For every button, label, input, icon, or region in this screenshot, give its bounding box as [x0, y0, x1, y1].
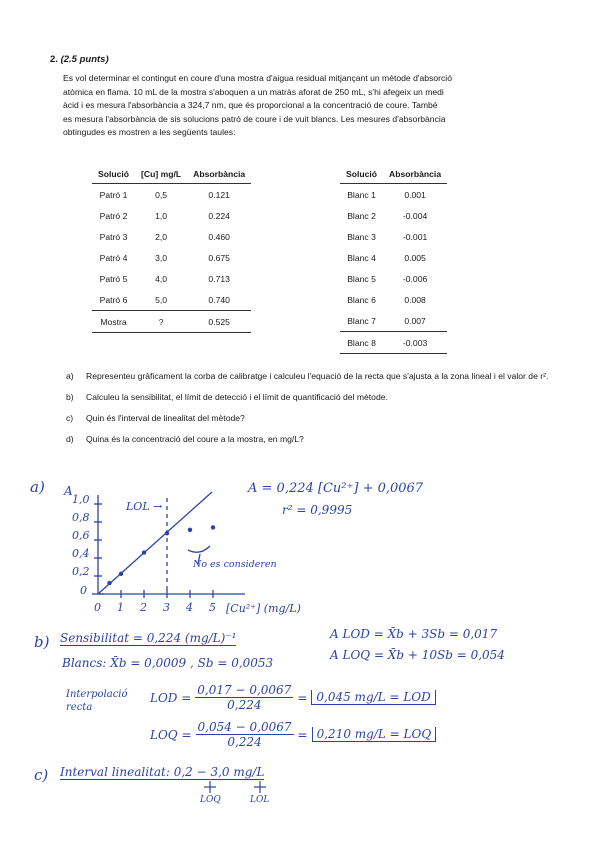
lod-denominator: 0,224	[227, 698, 262, 712]
standards-table	[92, 165, 251, 333]
subquestions-list	[66, 370, 586, 454]
table-cell: Patró 6	[99, 294, 128, 305]
axis-y-label: A	[64, 484, 73, 498]
blanks-table	[340, 165, 447, 354]
table-cell: 0.007	[404, 315, 426, 326]
intro-line: àcid i es mesura l'absorbància a 324,7 nm, que és proporcional a la concentració de coure. També	[63, 100, 438, 111]
table-cell: Mostra	[92, 311, 135, 333]
calibration-point	[119, 572, 123, 576]
answer-a-label: a)	[30, 478, 45, 496]
subquestion	[66, 412, 586, 425]
table-row	[92, 268, 251, 289]
x-axis-unit: [Cu²⁺] (mg/L)	[226, 602, 301, 615]
table-cell: 0.121	[208, 189, 230, 200]
table-cell: Patró 2	[99, 210, 128, 221]
answer-b-label: b)	[34, 633, 50, 651]
x-tick-label: 2	[140, 601, 147, 614]
table-cell: Blanc 4	[347, 252, 376, 263]
table-cell: 3,0	[155, 252, 168, 263]
sensitivity: Sensibilitat = 0,224 (mg/L)⁻¹	[60, 631, 237, 645]
loq-denominator: 0,224	[227, 735, 262, 749]
x-tick-label: 0	[94, 601, 101, 614]
table-cell: 0.740	[208, 294, 230, 305]
equals-sign: =	[297, 690, 308, 705]
table-cell: 0.008	[404, 294, 426, 305]
table-cell: Blanc 8	[340, 332, 383, 354]
excluded-note: No es consideren	[193, 559, 277, 570]
a-lod: A LOD = X̄b + 3Sb = 0,017	[330, 627, 498, 641]
table-header: Solució	[92, 165, 135, 184]
table-cell: 0.224	[208, 210, 230, 221]
subquestion	[66, 391, 586, 404]
table-row	[92, 184, 251, 206]
subquestion-label: b)	[66, 392, 74, 402]
table-row	[92, 205, 251, 226]
lod-fraction	[195, 683, 293, 712]
table-row	[340, 184, 447, 206]
table-cell: 4,0	[155, 273, 168, 284]
table-cell: Blanc 1	[347, 189, 376, 200]
subquestion-label: d)	[66, 434, 74, 444]
table-row	[92, 311, 251, 333]
x-tick-label: 1	[117, 601, 124, 614]
table-row	[340, 205, 447, 226]
table-cell: 0.525	[187, 311, 251, 333]
subquestion-text: Representeu gràficament la corba de calibratge i calculeu l'equació de la recta que s'ajusta a la zona lineal i el valor de r².	[86, 371, 549, 381]
r-squared: r² = 0,9995	[282, 503, 353, 517]
table-cell: Blanc 6	[347, 294, 376, 305]
table-cell: 0.460	[208, 231, 230, 242]
y-tick-label: 0,4	[72, 547, 90, 560]
interpolation-note	[66, 688, 128, 714]
question-points: (2.5 punts)	[60, 54, 109, 65]
lod-label: LOD =	[150, 690, 192, 705]
linearity-interval: Interval linealitat: 0,2 − 3,0 mg/L	[60, 765, 265, 779]
excluded-point	[188, 528, 192, 532]
table-cell: -0.004	[402, 210, 428, 221]
answer-c-label: c)	[34, 766, 49, 784]
loq-fraction	[196, 720, 294, 749]
x-tick-label: 4	[186, 601, 193, 614]
table-cell: Patró 3	[99, 231, 128, 242]
table-row	[92, 226, 251, 247]
table-row	[92, 247, 251, 268]
y-tick-label: 0	[80, 584, 87, 597]
table-row	[340, 226, 447, 247]
table-header: [Cu] mg/L	[135, 165, 187, 184]
lod-calculation	[150, 683, 436, 712]
blanks-stats: Blancs: X̄b = 0,0009 , Sb = 0,0053	[62, 656, 274, 670]
table-cell: 2,0	[155, 231, 168, 242]
intro-line: atòmica en flama. 10 mL de la mostra s'aboquen a un matràs aforat de 250 mL, s'hi afegeix un medi	[63, 86, 444, 97]
loq-tag: LOQ	[200, 795, 221, 805]
table-cell: 1,0	[155, 210, 168, 221]
interp-line: recta	[66, 702, 93, 713]
table-header: Absorbància	[187, 165, 251, 184]
loq-label: LOQ =	[150, 727, 192, 742]
y-tick-label: 0,8	[72, 511, 90, 524]
intro-line: es mesura l'absorbància de sis solucions patró de coure i de vuit blancs. Les mesures d'absorbància	[63, 113, 446, 124]
table-cell: Blanc 7	[347, 315, 376, 326]
x-tick-label: 3	[163, 601, 170, 614]
table-row	[340, 332, 447, 354]
table-cell: -0.006	[402, 273, 428, 284]
subquestion	[66, 370, 586, 383]
table-cell: -0.003	[383, 332, 447, 354]
question-title	[50, 54, 109, 65]
table-cell: -0.001	[402, 231, 428, 242]
table-cell: 5,0	[155, 294, 168, 305]
equals-sign: =	[297, 727, 308, 742]
excluded-point	[211, 525, 215, 529]
lol-tag: LOL	[250, 795, 270, 805]
subquestion-label: c)	[66, 413, 74, 423]
lol-annotation: LOL →	[126, 500, 163, 513]
question-intro	[63, 72, 563, 140]
table-row	[340, 310, 447, 332]
y-tick-label: 0,6	[72, 529, 90, 542]
calibration-point	[107, 581, 111, 585]
excluded-brace	[188, 546, 210, 552]
table-cell: Blanc 2	[347, 210, 376, 221]
table-header: Absorbància	[383, 165, 447, 184]
calibration-point	[142, 550, 146, 554]
intro-line: Es vol determinar el contingut en coure d'una mostra d'aigua residual mitjançant un mètode d'absorció	[63, 73, 452, 83]
regression-equation: A = 0,224 [Cu²⁺] + 0,0067	[248, 481, 424, 496]
table-cell: 0.001	[404, 189, 426, 200]
question-number: 2.	[50, 54, 58, 65]
table-cell: 0.675	[208, 252, 230, 263]
calibration-point	[165, 531, 169, 535]
table-cell: Blanc 3	[347, 231, 376, 242]
interp-line: Interpolació	[66, 689, 128, 700]
table-row	[340, 247, 447, 268]
table-header: Solució	[340, 165, 383, 184]
table-row	[92, 289, 251, 311]
loq-calculation	[150, 720, 436, 749]
subquestion-label: a)	[66, 371, 74, 381]
table-cell: 0.005	[404, 252, 426, 263]
table-cell: Patró 5	[99, 273, 128, 284]
y-tick-label: 1,0	[72, 493, 90, 506]
lod-result: 0,045 mg/L = LOD	[311, 690, 435, 705]
lod-numerator: 0,017 − 0,0067	[197, 683, 292, 697]
y-tick-label: 0,2	[72, 565, 90, 578]
table-cell: Patró 4	[99, 252, 128, 263]
table-row	[340, 289, 447, 310]
table-cell: Patró 1	[99, 189, 128, 200]
loq-result: 0,210 mg/L = LOQ	[312, 727, 437, 742]
table-row	[340, 268, 447, 289]
subquestion-text: Calculeu la sensibilitat, el límit de detecció i el límit de quantificació del mètode.	[86, 392, 388, 402]
subquestion-text: Quina és la concentració del coure a la mostra, en mg/L?	[86, 434, 304, 444]
subquestion	[66, 433, 586, 446]
x-tick-label: 5	[209, 601, 216, 614]
subquestion-text: Quin és l'interval de linealitat del mètode?	[86, 413, 245, 423]
table-cell: ?	[135, 311, 187, 333]
table-cell: 0.713	[208, 273, 230, 284]
table-cell: 0,5	[155, 189, 168, 200]
intro-line: obtingudes es mostren a les següents taules:	[63, 127, 236, 138]
loq-numerator: 0,054 − 0,0067	[197, 720, 292, 734]
table-cell: Blanc 5	[347, 273, 376, 284]
a-loq: A LOQ = X̄b + 10Sb = 0,054	[330, 648, 505, 662]
